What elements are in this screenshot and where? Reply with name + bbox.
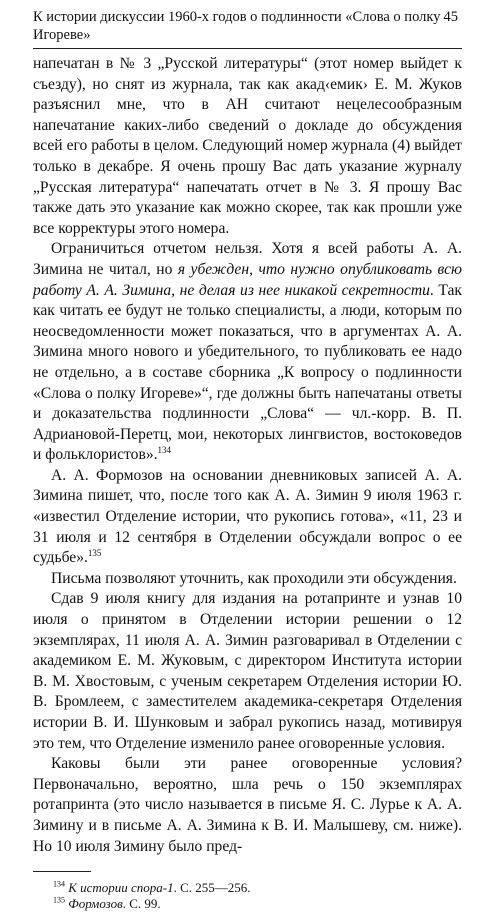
footnotes: [33, 880, 462, 912]
text-run: . Так как читать ее будут не только специалисты, а люди, которым по неосведомленности может показаться, что в аргументах А. А. Зимина много нового и убедительного, то публиковать ее надо не отдельно, а в составе сборника „К вопросу о подлинности «Слова о полку Игореве»“, где должны быть напечатаны ответы и доказательства подлинности „Слова“ — чл.-корр. В. П. Адриановой-Перетц, мои, некоторых лингвистов, востоковедов и фольклористов».: [33, 281, 462, 464]
text-run: Письма позволяют уточнить, как проходили эти обсуждения.: [51, 569, 457, 587]
text-run: Сдав 9 июля книгу для издания на ротапринте и узнав 10 июля о принятом в Отделении истории решении о 12 экземплярах, 11 июля А. А. Зимин разговаривал в Отделении с академиком Е. М. Жуковым, с директором Института истории В. М. Хвостовым, с ученым секретарем Отделения истории Ю. В. Бромлеем, с заместителем академика-секретаря Отделения истории В. И. Шунковым и забрал рукопись назад, мотивируя это тем, что Отделение изменило ранее оговоренные условия.: [33, 590, 462, 752]
text-run: . С. 255—256.: [173, 880, 251, 896]
text-run: Ограничиться отчетом нельзя. Хотя я всей работы А. А. Зимина не читал, но: [33, 240, 462, 278]
text-run: Каковы были эти ранее оговоренные условия? Первоначально, вероятно, шла речь о 150 экземплярах ротапринта (это число называется в письме Я. С. Лурье к А. А. Зимину и в письме А. А. Зимина к В. И. Малышеву, см. ниже). Но 10 июля Зимину было пред-: [33, 755, 462, 855]
paragraph: [33, 466, 462, 569]
footnote-divider: [33, 871, 91, 872]
italic-text: Формозов: [68, 896, 123, 912]
italic-text: я убежден, что нужно опубликовать всю работу А. А. Зимина, не делая из нее никакой секретности: [33, 260, 462, 299]
running-header: [33, 8, 462, 49]
paragraph: [33, 239, 462, 466]
footnote: [53, 880, 462, 896]
footnote-ref: 135: [87, 548, 102, 559]
footnote-number: 134: [53, 879, 65, 889]
page-number: 45: [443, 9, 458, 25]
page-body: [33, 54, 462, 857]
paragraph: [33, 569, 462, 590]
footnote-ref: 134: [157, 445, 172, 456]
running-title: К истории дискуссии 1960-х годов о подлинности «Слова о полку Игореве»: [33, 9, 441, 43]
footnote: [53, 896, 462, 912]
text-run: . С. 99.: [122, 896, 161, 912]
text-run: А. А. Формозов на основании дневниковых записей А. А. Зимина пишет, что, после того как А. А. Зимин 9 июля 1963 г. «известил Отделение истории, что рукопись готова», «11, 23 и 31 июля и 12 сентября в Отделении обсуждали вопрос о ее судьбе».: [33, 466, 462, 567]
paragraph: [33, 754, 462, 857]
paragraph: [33, 54, 462, 239]
paragraph: [33, 589, 462, 754]
text-run: напечатан в № 3 „Русской литературы“ (этот номер выйдет к съезду), но снят из журнала, так как акад‹емик› Е. М. Жуков разъяснил мне, что в АН считают нецелесообразным напечатание каких-либо сведений о докладе до обсуждения всей его работы в целом. Следующий номер журнала (4) выйдет только в декабре. Я очень прошу Вас дать указание журналу „Русская литература“ напечатать отчет в № 3. Я прошу Вас также дать это указание как можно скорее, так как прошли уже все корректуры этого номера.: [33, 55, 462, 237]
italic-text: К истории спора-1: [68, 880, 174, 896]
footnote-number: 135: [53, 895, 65, 905]
